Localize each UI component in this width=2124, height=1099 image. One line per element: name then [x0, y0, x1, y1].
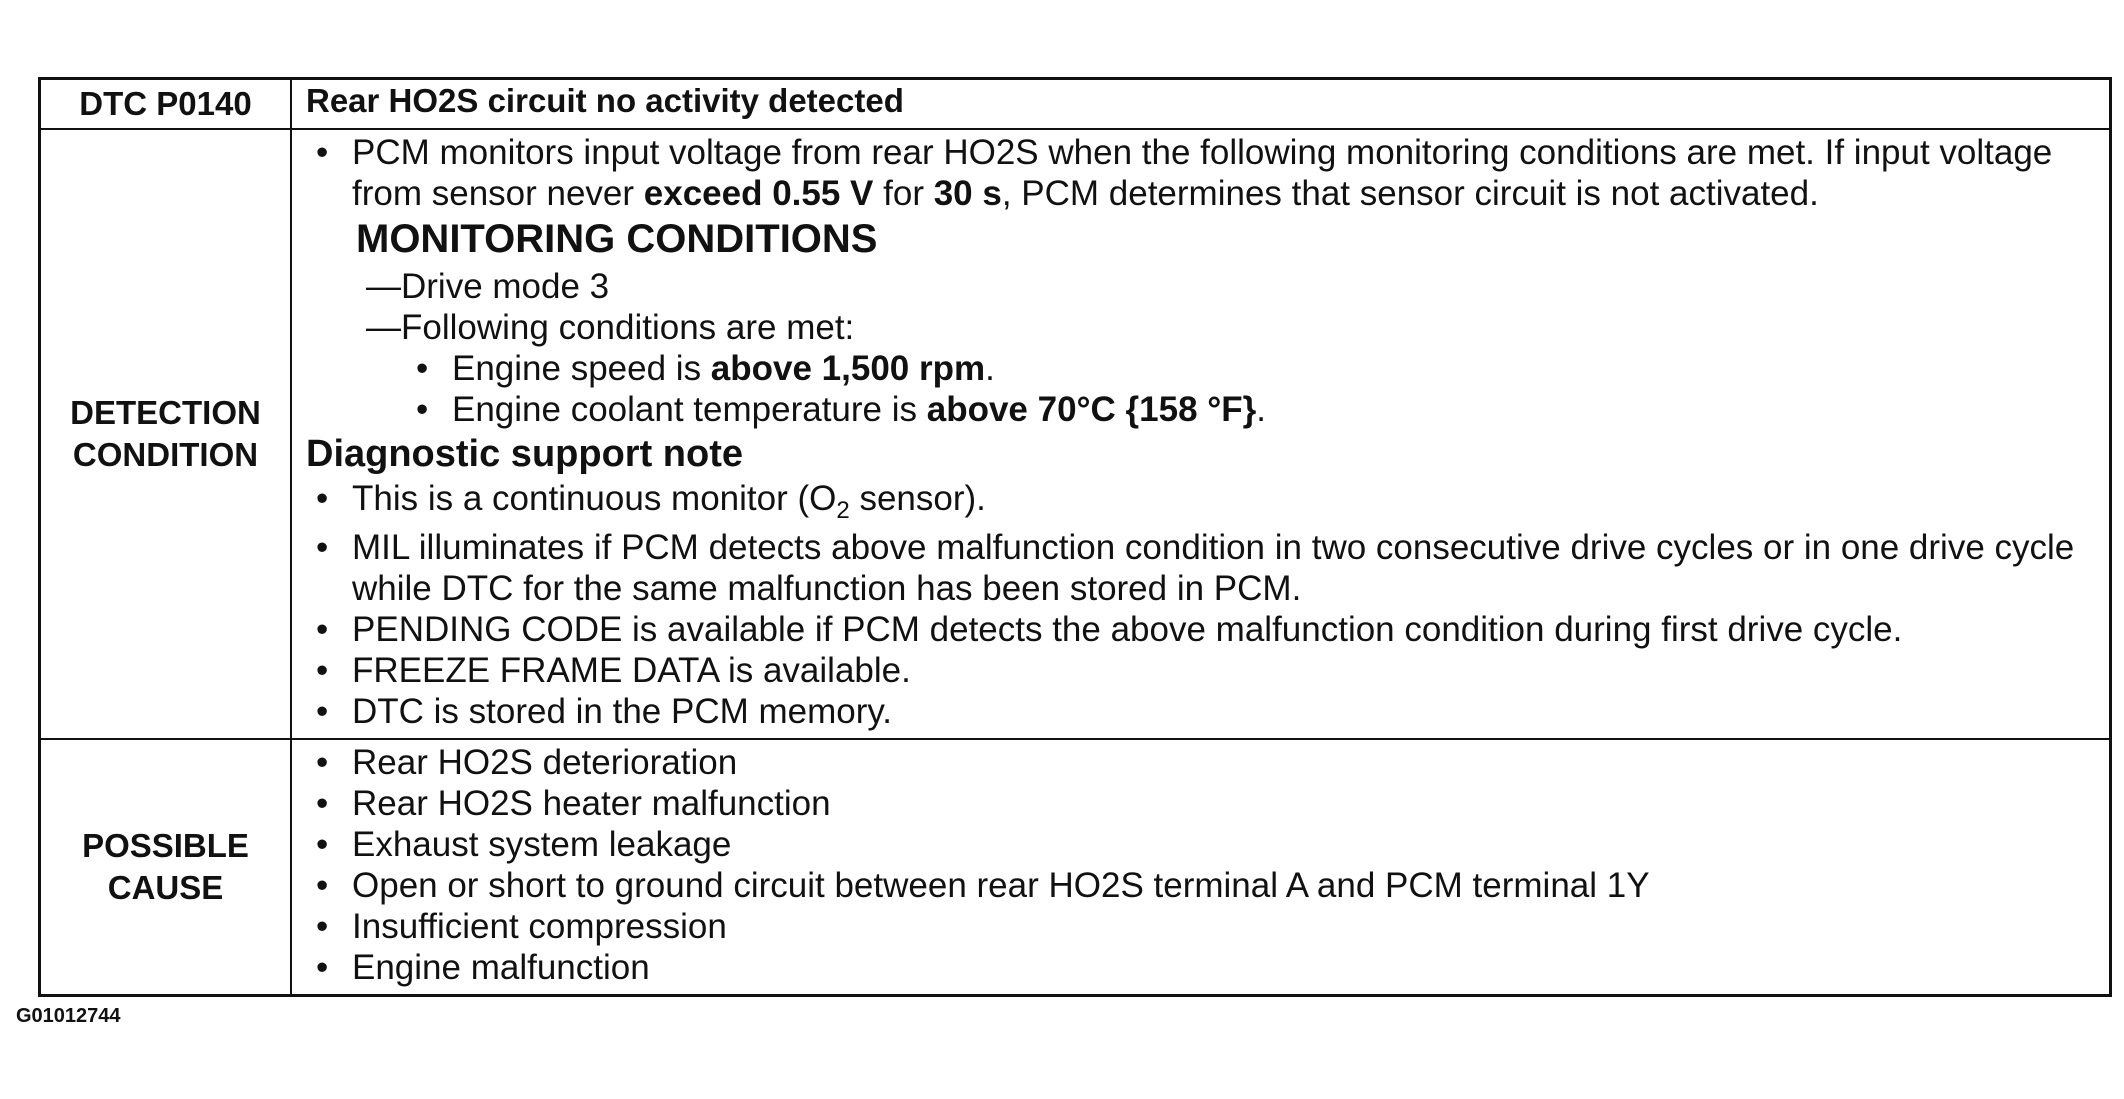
header-row [40, 79, 2111, 130]
cause-item: • Rear HO2S deterioration [306, 742, 2093, 783]
cause-item: • Exhaust system leakage [306, 824, 2093, 865]
detection-label-line1: DETECTION [70, 394, 261, 431]
condition-coolant-temp-end: . [1256, 390, 1267, 429]
intro-voltage-threshold: exceed 0.55 V [643, 174, 874, 213]
note-continuous-monitor [306, 478, 2093, 524]
monitoring-drive-mode: — Drive mode 3 [306, 266, 2093, 307]
possible-cause-content [291, 739, 2111, 996]
cause-item: • Insufficient compression [306, 906, 2093, 947]
detection-label-line2: CONDITION [72, 436, 259, 473]
detection-content [291, 129, 2111, 739]
possible-cause-label-line2: CAUSE [107, 869, 224, 906]
note-freeze-frame: • FREEZE FRAME DATA is available. [306, 650, 2093, 691]
dtc-code: DTC P0140 [40, 79, 292, 130]
dtc-table [38, 77, 2112, 997]
cause-item: • Open or short to ground circuit between rear HO2S terminal A and PCM terminal 1Y [306, 865, 2093, 906]
intro-text-3: , PCM determines that sensor circuit is not activated. [1001, 174, 1819, 213]
note-continuous-monitor-text: This is a continuous monitor (O [352, 479, 837, 518]
note-continuous-monitor-end: sensor). [849, 479, 986, 518]
possible-cause-label [40, 739, 292, 996]
condition-engine-speed [306, 348, 2093, 389]
detection-label [40, 129, 292, 739]
condition-engine-speed-end: . [985, 349, 995, 388]
figure-code: G01012744 [16, 1005, 121, 1027]
intro-time-threshold: 30 s [933, 174, 1002, 213]
dtc-title: Rear HO2S circuit no activity detected [291, 79, 2111, 130]
intro-text-1: PCM monitors input voltage from rear HO2S when the following monitoring conditions are met. If input voltage from sensor never [352, 133, 2053, 213]
condition-coolant-temp-value: above 70°C {158 °F} [926, 390, 1257, 429]
note-pending-code: • PENDING CODE is available if PCM detects the above malfunction condition during first drive cycle. [306, 609, 2093, 650]
note-o2-subscript: 2 [836, 497, 850, 524]
intro-paragraph [306, 132, 2093, 214]
cause-item: • Rear HO2S heater malfunction [306, 783, 2093, 824]
possible-cause-row [40, 739, 2111, 996]
intro-text-2: for [873, 174, 934, 213]
monitoring-conditions-met: — Following conditions are met: [306, 307, 2093, 348]
condition-engine-speed-text: Engine speed is [452, 349, 711, 388]
detection-row [40, 129, 2111, 739]
cause-item: • Engine malfunction [306, 947, 2093, 988]
possible-cause-label-line1: POSSIBLE [82, 827, 249, 864]
monitoring-conditions-heading: MONITORING CONDITIONS [356, 217, 878, 261]
condition-engine-speed-value: above 1,500 rpm [710, 349, 986, 388]
condition-coolant-temp-text: Engine coolant temperature is [452, 390, 927, 429]
condition-coolant-temp [306, 389, 2093, 430]
note-dtc-stored: • DTC is stored in the PCM memory. [306, 691, 2093, 732]
diagnostic-support-note-heading: Diagnostic support note [306, 433, 743, 475]
note-mil-illuminates: • MIL illuminates if PCM detects above malfunction condition in two consecutive drive cycles or in one drive cycle while DTC for the same malfunction has been stored in PCM. [306, 527, 2093, 609]
